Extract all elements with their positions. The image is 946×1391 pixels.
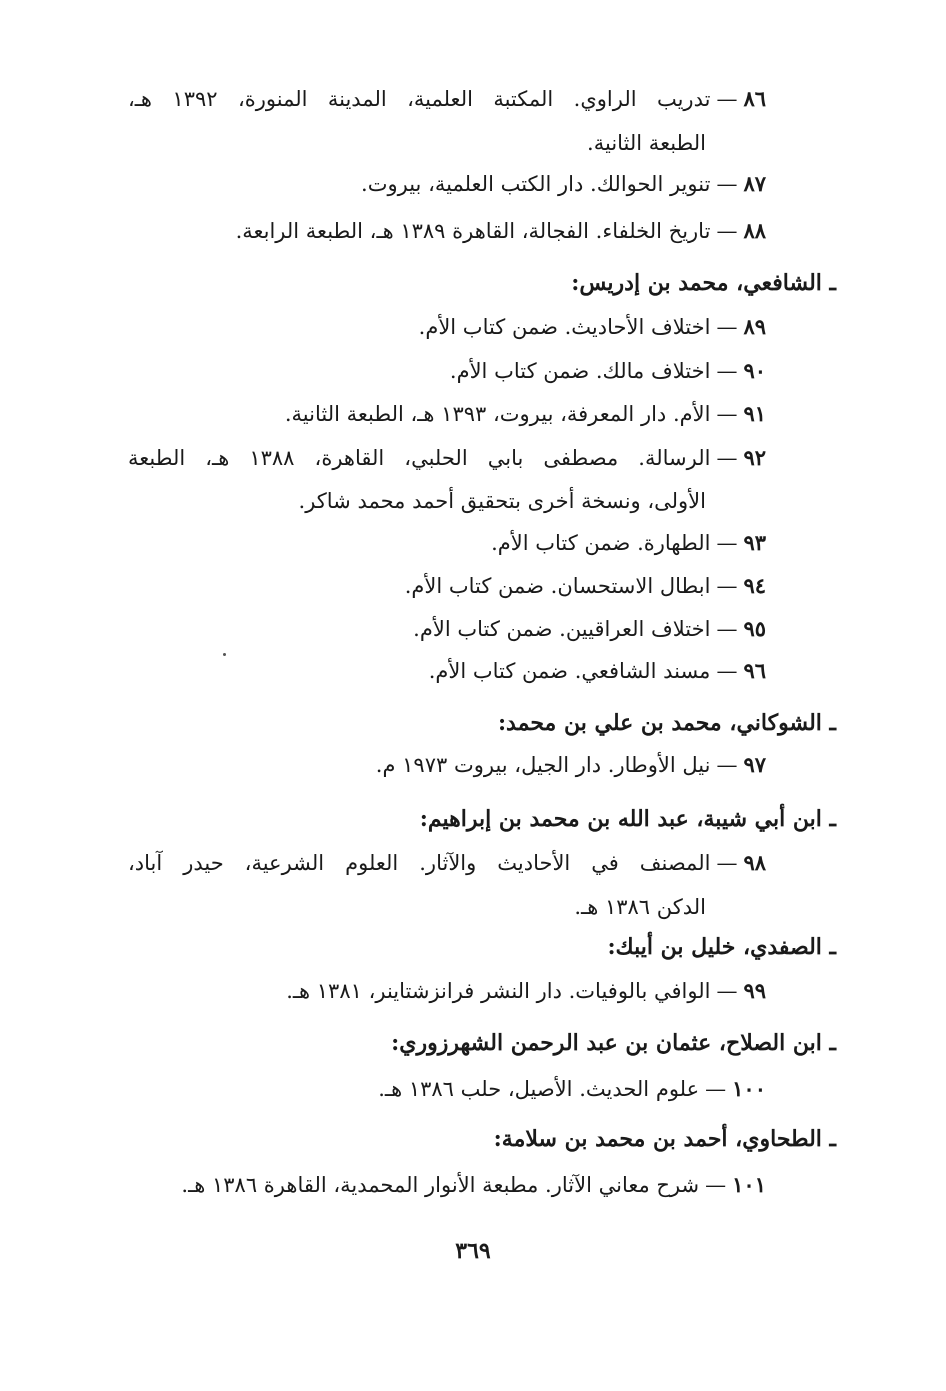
entry-dash: — — [716, 753, 738, 777]
entry-number: ٨٩ — [743, 314, 766, 339]
bibliography-entry — [110, 650, 766, 692]
bibliography-entry — [128, 78, 766, 120]
author-heading: ـ الطحاوي، أحمد بن محمد بن سلامة: — [493, 1126, 836, 1152]
entry-text: شرح معاني الآثار. مطبعة الأنوار المحمدية، القاهرة ١٣٨٦ هـ. — [181, 1173, 700, 1197]
entry-number: ١٠١ — [732, 1172, 766, 1197]
entry-number: ٩٣ — [743, 530, 766, 555]
entry-dash: — — [716, 172, 738, 196]
bibliography-entry — [110, 970, 766, 1012]
entry-number: ٩٥ — [743, 616, 766, 641]
entry-dash: — — [705, 1173, 727, 1197]
entry-text: تاريخ الخلفاء. الفجالة، القاهرة ١٣٨٩ هـ، الطبعة الرابعة. — [235, 219, 711, 243]
bibliography-entry — [110, 350, 766, 392]
entry-text: مسند الشافعي. ضمن كتاب الأم. — [428, 659, 711, 683]
bibliography-entry — [110, 210, 766, 252]
entry-text: الوافي بالوفيات. دار النشر فرانزشتاينر، ١٣٨١ هـ. — [286, 979, 711, 1003]
entry-number: ٩٤ — [743, 573, 766, 598]
bibliography-entry — [110, 163, 766, 205]
bibliography-entry — [110, 306, 766, 348]
entry-number: ٨٨ — [743, 218, 766, 243]
entry-dash: — — [705, 1077, 727, 1101]
entry-dash: — — [716, 851, 738, 875]
entry-dash: — — [716, 617, 738, 641]
bibliography-entry — [110, 522, 766, 564]
page-number: ٣٦٩ — [455, 1238, 491, 1264]
entry-text: اختلاف العراقيين. ضمن كتاب الأم. — [413, 617, 711, 641]
bibliography-entry — [128, 842, 766, 884]
entry-text: تنوير الحوالك. دار الكتب العلمية، بيروت. — [361, 172, 711, 196]
entry-text: اختلاف الأحاديث. ضمن كتاب الأم. — [418, 315, 711, 339]
entry-dash: — — [716, 574, 738, 598]
entry-number: ٩٩ — [743, 978, 766, 1003]
entry-text: ابطال الاستحسان. ضمن كتاب الأم. — [404, 574, 711, 598]
entry-dash: — — [716, 315, 738, 339]
entry-number: ٩٨ — [743, 850, 766, 875]
bibliography-entry — [110, 1068, 766, 1110]
bibliography-entry — [110, 744, 766, 786]
bibliography-entry — [110, 393, 766, 435]
bibliography-entry — [110, 565, 766, 607]
entry-dash: — — [716, 402, 738, 426]
entry-text: علوم الحديث. الأصيل، حلب ١٣٨٦ هـ. — [378, 1077, 700, 1101]
entry-number: ٩٢ — [743, 445, 766, 470]
entry-continuation: الطبعة الثانية. — [587, 131, 706, 155]
entry-number: ٩١ — [743, 401, 766, 426]
entry-text: تدريب الراوي. المكتبة العلمية، المدينة المنورة، ١٣٩٢ هـ، — [128, 87, 711, 111]
author-heading: ـ ابن أبي شيبة، عبد الله بن محمد بن إبراهيم: — [419, 806, 836, 832]
author-heading: ـ الشافعي، محمد بن إدريس: — [571, 270, 836, 296]
entry-text: نيل الأوطار. دار الجيل، بيروت ١٩٧٣ م. — [375, 753, 711, 777]
entry-number: ٩٦ — [743, 658, 766, 683]
author-heading: ـ الصفدي، خليل بن أيبك: — [607, 934, 836, 960]
entry-continuation: الأولى، ونسخة أخرى بتحقيق أحمد محمد شاكر. — [298, 489, 706, 513]
bibliography-entry — [128, 437, 766, 479]
entry-number: ٨٧ — [743, 171, 766, 196]
entry-number: ٨٦ — [743, 86, 766, 111]
entry-dash: — — [716, 531, 738, 555]
author-heading: ـ الشوكاني، محمد بن علي بن محمد: — [497, 710, 836, 736]
entry-dash: — — [716, 979, 738, 1003]
entry-text: الرسالة. مصطفى بابي الحلبي، القاهرة، ١٣٨٨ هـ، الطبعة — [128, 446, 711, 470]
bibliography-entry — [110, 1164, 766, 1206]
entry-text: المصنف في الأحاديث والآثار. العلوم الشرعية، حيدر آباد، — [128, 851, 711, 875]
entry-dash: — — [716, 659, 738, 683]
entry-dash: — — [716, 87, 738, 111]
entry-dash: — — [716, 219, 738, 243]
scan-speck — [223, 653, 226, 656]
entry-number: ١٠٠ — [732, 1076, 766, 1101]
entry-text: الطهارة. ضمن كتاب الأم. — [491, 531, 711, 555]
entry-dash: — — [716, 446, 738, 470]
entry-dash: — — [716, 359, 738, 383]
entry-number: ٩٠ — [743, 358, 766, 383]
bibliography-entry — [110, 608, 766, 650]
entry-continuation: الدكن ١٣٨٦ هـ. — [574, 895, 706, 919]
author-heading: ـ ابن الصلاح، عثمان بن عبد الرحمن الشهرزوري: — [391, 1030, 836, 1056]
entry-text: اختلاف مالك. ضمن كتاب الأم. — [449, 359, 711, 383]
entry-number: ٩٧ — [743, 752, 766, 777]
entry-text: الأم. دار المعرفة، بيروت، ١٣٩٣ هـ، الطبعة الثانية. — [284, 402, 711, 426]
